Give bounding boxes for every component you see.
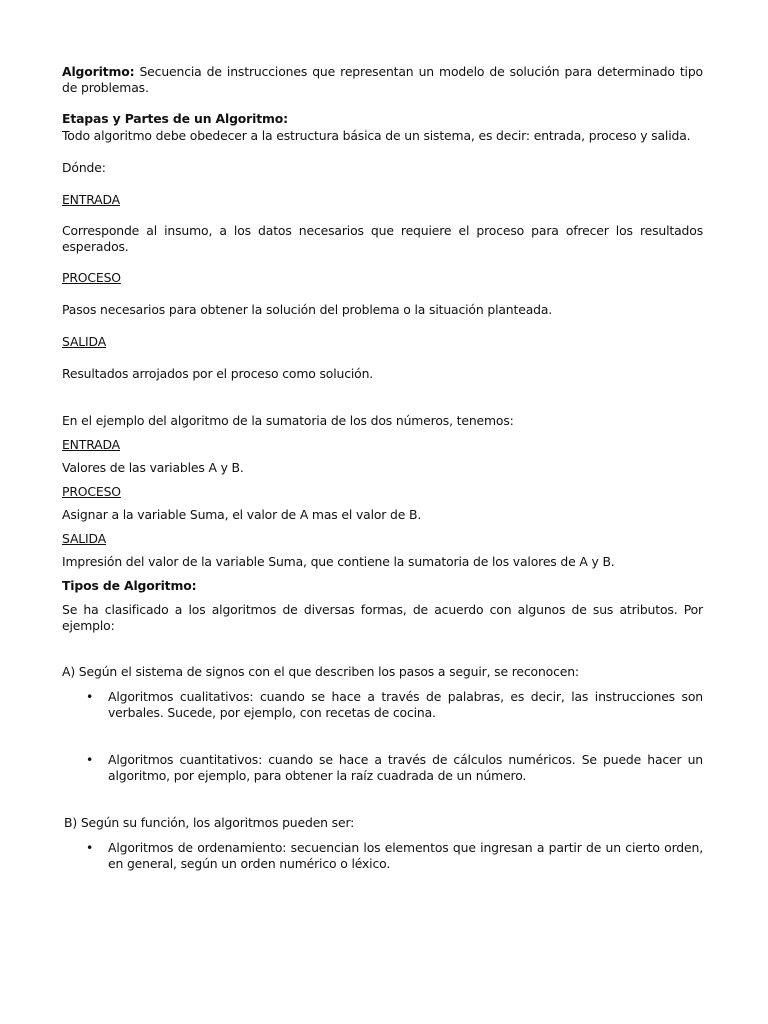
types-heading: Tipos de Algoritmo: xyxy=(62,578,197,593)
donde-label: Dónde: xyxy=(62,160,106,175)
example-entrada-text: Valores de las variables A y B. xyxy=(62,460,244,475)
algorithm-term: Algoritmo: xyxy=(62,64,135,79)
bullet-text: Algoritmos cualitativos: cuando se hace a través de palabras, es decir, las instrucciones son verbales. Sucede, por ejemplo, con recetas de cocina. xyxy=(108,689,703,720)
example-proceso-text: Asignar a la variable Suma, el valor de A mas el valor de B. xyxy=(62,507,422,522)
proceso-description: Pasos necesarios para obtener la solución del problema o la situación planteada. xyxy=(62,302,553,317)
salida-description: Resultados arrojados por el proceso como solución. xyxy=(62,366,374,381)
algorithm-definition-text: Secuencia de instrucciones que representan un modelo de solución para determinado tipo de problemas. xyxy=(62,64,703,95)
example-salida-heading: SALIDA xyxy=(62,531,107,546)
stages-text: Todo algoritmo debe obedecer a la estructura básica de un sistema, es decir: entrada, proceso y salida. xyxy=(62,128,691,143)
stages-heading: Etapas y Partes de un Algoritmo: xyxy=(62,111,288,126)
bullet-text: Algoritmos cuantitativos: cuando se hace a través de cálculos numéricos. Se puede hacer un algoritmo, por ejemplo, para obtener la raíz cuadrada de un número. xyxy=(108,752,703,783)
entrada-heading: ENTRADA xyxy=(62,192,120,207)
section-a-heading: A) Según el sistema de signos con el que describen los pasos a seguir, se reconocen: xyxy=(62,664,579,679)
bullet-icon: • xyxy=(86,689,94,704)
example-intro: En el ejemplo del algoritmo de la sumatoria de los dos números, tenemos: xyxy=(62,413,514,428)
example-proceso-heading: PROCESO xyxy=(62,484,121,499)
example-entrada-heading: ENTRADA xyxy=(62,437,120,452)
example-salida-text: Impresión del valor de la variable Suma, que contiene la sumatoria de los valores de A y B. xyxy=(62,554,615,569)
types-text: Se ha clasificado a los algoritmos de diversas formas, de acuerdo con algunos de sus atributos. Por ejemplo: xyxy=(62,602,703,633)
bullet-icon: • xyxy=(86,840,94,855)
proceso-heading: PROCESO xyxy=(62,270,121,285)
algorithm-definition xyxy=(62,64,703,96)
bullet-icon: • xyxy=(86,752,94,767)
section-b-heading: B) Según su función, los algoritmos pueden ser: xyxy=(64,815,355,830)
bullet-text: Algoritmos de ordenamiento: secuencian los elementos que ingresan a partir de un cierto orden, en general, según un orden numérico o léxico. xyxy=(108,840,703,871)
salida-heading: SALIDA xyxy=(62,334,107,349)
entrada-description: Corresponde al insumo, a los datos necesarios que requiere el proceso para ofrecer los resultados esperados. xyxy=(62,223,703,254)
